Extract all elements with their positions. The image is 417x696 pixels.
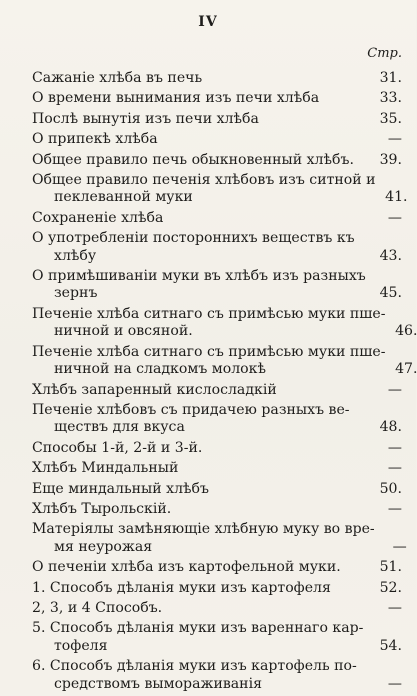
- toc-entry-title: [32, 521, 375, 556]
- toc-entry-page: —: [387, 439, 402, 456]
- toc-entry-page: —: [387, 381, 402, 398]
- toc-entry-title: [32, 382, 370, 399]
- table-of-contents: [32, 70, 417, 696]
- toc-entry-page: —: [392, 538, 407, 555]
- toc-entry: [32, 620, 402, 655]
- toc-entry-line: Общее правило печь обыкновенный хлѣбъ.: [32, 151, 354, 168]
- toc-entry-line: О печеніи хлѣба изъ картофельной муки.: [32, 559, 341, 576]
- toc-entry: [32, 481, 402, 498]
- toc-entry: [32, 440, 402, 457]
- toc-entry-line: Послѣ вынутія изъ печи хлѣба: [32, 110, 259, 127]
- toc-entry-title: [32, 344, 385, 379]
- toc-entry-line: Еще миндальный хлѣбъ: [32, 480, 210, 497]
- toc-entry-title: [32, 111, 370, 128]
- toc-entry-title: [32, 306, 385, 341]
- toc-entry-title: [32, 658, 370, 693]
- toc-entry-line: Хлѣбъ запаренный кислосладкій: [32, 381, 277, 398]
- toc-entry: [32, 559, 402, 576]
- toc-entry-page: —: [387, 675, 402, 692]
- toc-entry: [32, 268, 402, 303]
- toc-entry-title: [32, 501, 370, 518]
- toc-entry-page: —: [387, 460, 402, 477]
- toc-entry-line: Хлѣбъ Миндальный: [32, 460, 179, 477]
- toc-entry-line: Общее правило печенія хлѣбовъ изъ ситной и: [32, 172, 376, 189]
- toc-entry-title: [32, 600, 370, 617]
- toc-entry-page: —: [387, 599, 402, 616]
- toc-entry-line: ничной на сладкомъ молокѣ: [54, 361, 266, 378]
- toc-entry: [32, 521, 407, 556]
- toc-entry-line: мя неурожая: [54, 538, 153, 555]
- toc-entry-page: 46.: [395, 323, 417, 340]
- toc-entry: [32, 402, 402, 437]
- toc-entry-page: —: [387, 209, 402, 226]
- toc-entry-title: [32, 440, 370, 457]
- toc-entry-title: [32, 70, 370, 87]
- toc-entry-line: 5. Способъ дѣланія муки изъ вареннаго кар-: [32, 620, 364, 637]
- toc-entry-line: зернъ: [54, 285, 98, 302]
- toc-entry-page: 54.: [379, 637, 402, 654]
- toc-entry-page: 41.: [385, 189, 408, 206]
- toc-entry-title: [32, 559, 370, 576]
- toc-entry-line: 2, 3, и 4 Способъ.: [32, 599, 163, 616]
- toc-entry-title: [32, 131, 370, 148]
- toc-entry-line: хлѣбу: [54, 247, 97, 264]
- toc-entry-page: —: [387, 131, 402, 148]
- toc-entry-title: [32, 90, 370, 107]
- toc-entry-line: ничной и овсяной.: [54, 323, 193, 340]
- toc-entry-line: пеклеванной муки: [54, 189, 193, 206]
- toc-entry-page: 51.: [379, 559, 402, 576]
- page-number: IV: [198, 14, 218, 30]
- toc-entry-page: 52.: [379, 579, 402, 596]
- toc-entry-line: Печеніе хлѣбовъ съ придачею разныхъ ве-: [32, 401, 350, 418]
- toc-entry: [32, 580, 402, 597]
- toc-entry-line: Печеніе хлѣба ситнаго съ примѣсью муки пше-: [32, 305, 386, 322]
- toc-entry: [32, 210, 402, 227]
- toc-entry-page: 47.: [395, 361, 417, 378]
- toc-entry: [32, 343, 417, 379]
- toc-entry: [32, 382, 402, 399]
- toc-entry-title: [32, 268, 370, 303]
- toc-entry-title: [32, 481, 370, 498]
- toc-entry-title: [32, 210, 370, 227]
- toc-entry: [32, 131, 402, 148]
- toc-entry-page: 39.: [379, 151, 402, 168]
- toc-entry: [32, 501, 402, 518]
- toc-entry-page: 48.: [379, 419, 402, 436]
- toc-entry: [32, 70, 402, 87]
- toc-entry: [32, 152, 402, 169]
- toc-entry: [32, 600, 402, 617]
- toc-entry-line: Сохраненіе хлѣба: [32, 209, 164, 226]
- toc-entry: [32, 111, 402, 128]
- toc-entry-title: [32, 580, 370, 597]
- toc-entry-line: О припекѣ хлѣба: [32, 131, 158, 148]
- toc-entry-title: [32, 620, 370, 655]
- toc-entry-line: О примѣшиваніи муки въ хлѣбъ изъ разныхъ: [32, 268, 366, 285]
- toc-entry-line: Хлѣбъ Тырольскій.: [32, 500, 172, 517]
- toc-entry-page: 45.: [379, 285, 402, 302]
- toc-entry-line: тофеля: [54, 637, 108, 654]
- page-column-header: Стр.: [367, 46, 402, 61]
- toc-entry: [32, 172, 408, 207]
- toc-entry: [32, 460, 402, 477]
- toc-entry-line: О употребленіи постороннихъ веществъ къ: [32, 230, 355, 247]
- toc-entry-line: средствомъ вымораживанія: [54, 675, 262, 692]
- toc-entry-line: Способы 1-й, 2-й и 3-й.: [32, 439, 203, 456]
- toc-entry: [32, 305, 417, 341]
- toc-entry: [32, 658, 402, 693]
- toc-entry-title: [32, 152, 370, 169]
- toc-entry-page: 50.: [379, 480, 402, 497]
- toc-entry-title: [32, 230, 370, 265]
- toc-entry-line: ществъ для вкуса: [54, 419, 185, 436]
- toc-entry-line: Сажаніе хлѣба въ печь: [32, 70, 203, 86]
- toc-entry-line: 1. Способъ дѣланія муки изъ картофеля: [32, 579, 331, 596]
- toc-entry-line: О времени вынимания изъ печи хлѣба: [32, 90, 320, 107]
- toc-entry-page: —: [387, 500, 402, 517]
- toc-entry-page: 43.: [379, 247, 402, 264]
- toc-entry-page: 31.: [379, 70, 402, 86]
- toc-entry-title: [32, 460, 370, 477]
- toc-entry-title: [32, 172, 376, 207]
- toc-entry-line: Матеріялы замѣняющіе хлѣбную муку во вре-: [32, 521, 375, 538]
- toc-entry-page: 33.: [379, 90, 402, 107]
- toc-entry-page: 35.: [379, 110, 402, 127]
- toc-entry-line: 6. Способъ дѣланія муки изъ картофель по-: [32, 658, 357, 675]
- toc-entry-line: Печеніе хлѣба ситнаго съ примѣсью муки пше-: [32, 343, 386, 360]
- toc-entry: [32, 90, 402, 107]
- toc-entry-title: [32, 402, 370, 437]
- toc-entry: [32, 230, 402, 265]
